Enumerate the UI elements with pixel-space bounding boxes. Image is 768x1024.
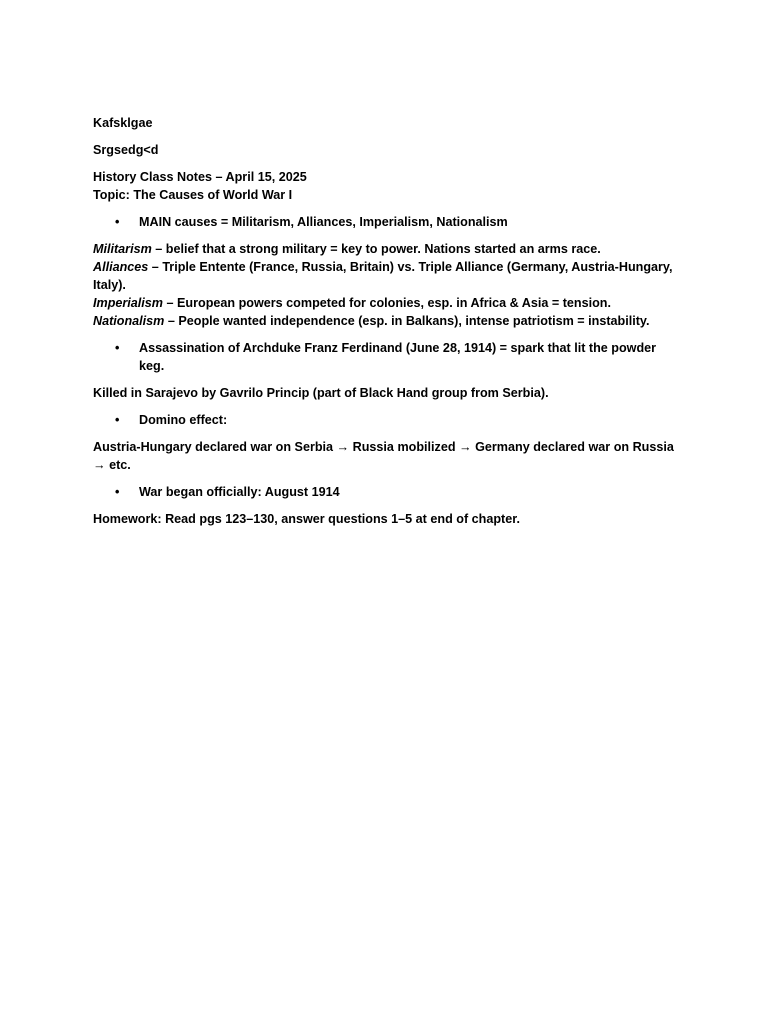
bullet-war-began (93, 483, 678, 501)
definition-alliances (93, 258, 678, 294)
definition-term: Militarism (93, 242, 152, 256)
bullet-dot-icon: • (115, 413, 120, 427)
notes-topic: Topic: The Causes of World War I (93, 188, 293, 202)
definition-term: Alliances (93, 260, 149, 274)
notes-header (93, 168, 678, 204)
definition-term: Nationalism (93, 314, 165, 328)
domino-paragraph: Austria-Hungary declared war on Serbia → Russia mobilized → Germany declared war on Russia → etc. (93, 440, 674, 472)
definition-nationalism (93, 312, 678, 330)
definition-text: – Triple Entente (France, Russia, Britain) vs. Triple Alliance (Germany, Austria-Hungary, Italy). (93, 260, 673, 292)
bullet-main-causes (93, 213, 678, 231)
definition-text: – European powers competed for colonies, esp. in Africa & Asia = tension. (163, 296, 612, 310)
homework-paragraph: Homework: Read pgs 123–130, answer questions 1–5 at end of chapter. (93, 512, 520, 526)
document-body (93, 114, 678, 537)
definition-militarism (93, 240, 678, 258)
bullet-text: Assassination of Archduke Franz Ferdinand (June 28, 1914) = spark that lit the powder keg. (139, 341, 657, 373)
definitions-block (93, 240, 678, 330)
definition-term: Imperialism (93, 296, 163, 310)
bullet-dot-icon: • (115, 341, 120, 355)
bullet-assassination (93, 339, 678, 375)
bullet-domino-effect (93, 411, 678, 429)
bullet-dot-icon: • (115, 215, 120, 229)
bullet-text: War began officially: August 1914 (139, 485, 340, 499)
bullet-text: MAIN causes = Militarism, Alliances, Imperialism, Nationalism (139, 215, 508, 229)
definition-imperialism (93, 294, 678, 312)
sarajevo-paragraph: Killed in Sarajevo by Gavrilo Princip (part of Black Hand group from Serbia). (93, 386, 549, 400)
notes-title: History Class Notes – April 15, 2025 (93, 170, 307, 184)
bullet-text: Domino effect: (139, 413, 228, 427)
bullet-dot-icon: • (115, 485, 120, 499)
definition-text: – belief that a strong military = key to power. Nations started an arms race. (151, 242, 601, 256)
definition-text: – People wanted independence (esp. in Balkans), intense patriotism = instability. (164, 314, 650, 328)
text-line-1: Kafsklgae (93, 116, 153, 130)
text-line-2: Srgsedg<d (93, 143, 159, 157)
